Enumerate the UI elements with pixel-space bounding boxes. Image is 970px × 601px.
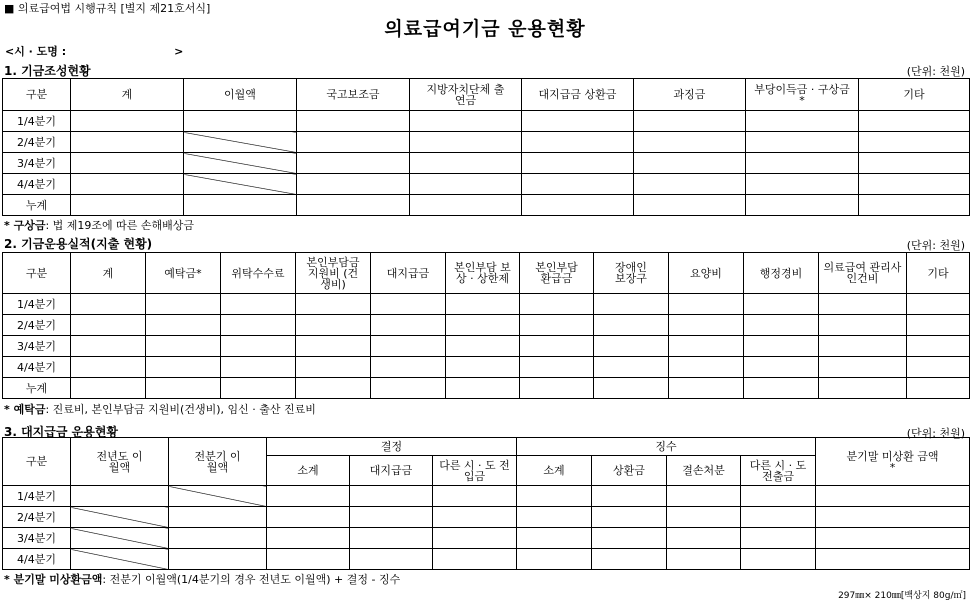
header-cell: 본인부담금 지원비 (건생비) — [296, 253, 371, 294]
input-cell[interactable] — [517, 528, 592, 549]
input-cell[interactable] — [592, 507, 667, 528]
header-cell: 요양비 — [669, 253, 744, 294]
section2-header-row — [3, 253, 970, 294]
input-cell[interactable] — [741, 528, 816, 549]
page-title: 의료급여기금 운용현황 — [384, 18, 586, 40]
input-cell[interactable] — [522, 174, 634, 195]
table-row — [3, 294, 970, 315]
input-cell[interactable] — [371, 315, 446, 336]
header-cell: 결정 — [267, 438, 517, 456]
input-cell[interactable] — [446, 336, 520, 357]
header-cell: 부당이득금 · 구상금* — [746, 79, 859, 111]
table-row — [3, 315, 970, 336]
input-cell[interactable] — [520, 378, 594, 399]
input-cell[interactable] — [169, 549, 267, 570]
input-cell[interactable] — [669, 357, 744, 378]
input-cell[interactable] — [371, 378, 446, 399]
row-label: 3/4분기 — [3, 153, 71, 174]
header-cell: 계 — [71, 79, 184, 111]
input-cell[interactable] — [819, 294, 907, 315]
section3-header-row — [3, 438, 970, 456]
input-cell[interactable] — [221, 315, 296, 336]
input-cell[interactable] — [433, 507, 517, 528]
fund-source-table — [2, 78, 970, 216]
input-cell[interactable] — [297, 174, 410, 195]
input-cell[interactable] — [71, 486, 169, 507]
row-label: 2/4분기 — [3, 507, 71, 528]
input-cell[interactable] — [296, 315, 371, 336]
input-cell[interactable] — [859, 132, 970, 153]
section3-note: * 분기말 미상환금액: 전분기 이월액(1/4분기의 경우 전년도 이월액) + 결정 - 징수 — [4, 573, 401, 586]
input-cell[interactable] — [907, 336, 970, 357]
input-cell[interactable] — [71, 378, 146, 399]
input-cell[interactable] — [297, 132, 410, 153]
header-cell: 장애인 보장구 — [594, 253, 669, 294]
input-cell[interactable] — [410, 132, 522, 153]
section1-title: 1. 기금조성현황 — [4, 64, 91, 78]
input-cell[interactable] — [669, 378, 744, 399]
input-cell[interactable] — [146, 315, 221, 336]
header-cell: 전분기 이월액 — [169, 438, 267, 486]
input-cell[interactable] — [184, 111, 297, 132]
table-row — [3, 378, 970, 399]
input-cell[interactable] — [520, 336, 594, 357]
input-cell[interactable] — [520, 294, 594, 315]
input-cell[interactable] — [267, 486, 350, 507]
region-label: <시 · 도명 : > — [5, 45, 184, 58]
row-label: 2/4분기 — [3, 315, 71, 336]
input-cell[interactable] — [169, 528, 267, 549]
input-cell[interactable] — [446, 378, 520, 399]
input-cell[interactable] — [634, 174, 746, 195]
slashed-cell — [184, 174, 297, 195]
input-cell[interactable] — [667, 549, 741, 570]
input-cell[interactable] — [350, 549, 433, 570]
row-label: 4/4분기 — [3, 174, 71, 195]
input-cell[interactable] — [296, 357, 371, 378]
section1-header-row — [3, 79, 970, 111]
input-cell[interactable] — [517, 549, 592, 570]
header-cell: 국고보조금 — [297, 79, 410, 111]
paper-spec: 297㎜× 210㎜[백상지 80g/㎡] — [838, 591, 966, 601]
section2-unit: (단위: 천원) — [906, 239, 965, 252]
row-label: 누계 — [3, 195, 71, 216]
input-cell[interactable] — [859, 111, 970, 132]
row-label: 1/4분기 — [3, 111, 71, 132]
input-cell[interactable] — [907, 294, 970, 315]
section3-unit: (단위: 천원) — [906, 427, 965, 440]
input-cell[interactable] — [746, 195, 859, 216]
header-cell: 대지급금 — [371, 253, 446, 294]
regulation-label: ■ 의료급여법 시행규칙 [별지 제21호서식] — [4, 2, 211, 15]
input-cell[interactable] — [296, 294, 371, 315]
input-cell[interactable] — [71, 336, 146, 357]
input-cell[interactable] — [634, 195, 746, 216]
header-cell: 본인부담 보상 · 상한제 — [446, 253, 520, 294]
input-cell[interactable] — [669, 294, 744, 315]
input-cell[interactable] — [594, 294, 669, 315]
input-cell[interactable] — [819, 315, 907, 336]
input-cell[interactable] — [592, 549, 667, 570]
header-cell: 결손처분 — [667, 456, 741, 486]
input-cell[interactable] — [146, 357, 221, 378]
input-cell[interactable] — [267, 507, 350, 528]
input-cell[interactable] — [744, 378, 819, 399]
slashed-cell — [71, 549, 169, 570]
input-cell[interactable] — [517, 507, 592, 528]
input-cell[interactable] — [146, 336, 221, 357]
input-cell[interactable] — [746, 111, 859, 132]
input-cell[interactable] — [71, 357, 146, 378]
input-cell[interactable] — [520, 315, 594, 336]
input-cell[interactable] — [819, 336, 907, 357]
input-cell[interactable] — [433, 549, 517, 570]
input-cell[interactable] — [296, 378, 371, 399]
header-cell: 의료급여 관리사 인건비 — [819, 253, 907, 294]
input-cell[interactable] — [746, 174, 859, 195]
row-label: 1/4분기 — [3, 294, 71, 315]
input-cell[interactable] — [71, 315, 146, 336]
input-cell[interactable] — [859, 153, 970, 174]
input-cell[interactable] — [816, 507, 970, 528]
input-cell[interactable] — [746, 153, 859, 174]
input-cell[interactable] — [169, 507, 267, 528]
input-cell[interactable] — [741, 507, 816, 528]
table-row — [3, 357, 970, 378]
input-cell[interactable] — [184, 195, 297, 216]
header-cell: 구분 — [3, 79, 71, 111]
input-cell[interactable] — [296, 336, 371, 357]
input-cell[interactable] — [667, 528, 741, 549]
input-cell[interactable] — [744, 294, 819, 315]
input-cell[interactable] — [816, 549, 970, 570]
slashed-cell — [184, 153, 297, 174]
input-cell[interactable] — [221, 294, 296, 315]
slashed-cell — [71, 528, 169, 549]
input-cell[interactable] — [410, 153, 522, 174]
input-cell[interactable] — [634, 132, 746, 153]
header-cell: 대지급금 상환금 — [522, 79, 634, 111]
input-cell[interactable] — [297, 153, 410, 174]
table-row — [3, 153, 970, 174]
input-cell[interactable] — [667, 507, 741, 528]
header-cell: 소계 — [517, 456, 592, 486]
input-cell[interactable] — [819, 378, 907, 399]
header-cell: 과징금 — [634, 79, 746, 111]
header-cell: 기타 — [907, 253, 970, 294]
header-cell: 계 — [71, 253, 146, 294]
input-cell[interactable] — [594, 336, 669, 357]
input-cell[interactable] — [221, 357, 296, 378]
row-label: 3/4분기 — [3, 528, 71, 549]
table-row — [3, 486, 970, 507]
input-cell[interactable] — [520, 357, 594, 378]
header-cell: 전년도 이월액 — [71, 438, 169, 486]
table-row — [3, 507, 970, 528]
input-cell[interactable] — [746, 132, 859, 153]
input-cell[interactable] — [517, 486, 592, 507]
header-cell: 다른 시 · 도 전출금 — [741, 456, 816, 486]
header-cell: 위탁수수료 — [221, 253, 296, 294]
input-cell[interactable] — [446, 315, 520, 336]
input-cell[interactable] — [594, 378, 669, 399]
input-cell[interactable] — [221, 336, 296, 357]
table-row — [3, 111, 970, 132]
input-cell[interactable] — [433, 486, 517, 507]
header-cell: 소계 — [267, 456, 350, 486]
table-row — [3, 132, 970, 153]
header-cell: 상환금 — [592, 456, 667, 486]
input-cell[interactable] — [350, 507, 433, 528]
input-cell[interactable] — [371, 336, 446, 357]
input-cell[interactable] — [71, 195, 184, 216]
input-cell[interactable] — [634, 111, 746, 132]
input-cell[interactable] — [667, 486, 741, 507]
slashed-cell — [184, 132, 297, 153]
section2-title: 2. 기금운용실적(지출 현황) — [4, 237, 153, 251]
input-cell[interactable] — [522, 111, 634, 132]
header-cell: 기타 — [859, 79, 970, 111]
input-cell[interactable] — [859, 195, 970, 216]
input-cell[interactable] — [669, 315, 744, 336]
input-cell[interactable] — [433, 528, 517, 549]
input-cell[interactable] — [371, 294, 446, 315]
input-cell[interactable] — [371, 357, 446, 378]
section2-note: * 예탁금: 진료비, 본인부담금 지원비(건생비), 임신 · 출산 진료비 — [4, 403, 316, 416]
input-cell[interactable] — [594, 315, 669, 336]
header-cell: 징수 — [517, 438, 816, 456]
header-cell: 다른 시 · 도 전입금 — [433, 456, 517, 486]
input-cell[interactable] — [907, 357, 970, 378]
input-cell[interactable] — [522, 153, 634, 174]
section3-title: 3. 대지급금 운용현황 — [4, 425, 119, 439]
advance-payment-table — [2, 437, 970, 570]
input-cell[interactable] — [71, 294, 146, 315]
row-label: 2/4분기 — [3, 132, 71, 153]
header-cell: 구분 — [3, 438, 71, 486]
table-row — [3, 336, 970, 357]
input-cell[interactable] — [297, 195, 410, 216]
input-cell[interactable] — [819, 357, 907, 378]
input-cell[interactable] — [859, 174, 970, 195]
input-cell[interactable] — [146, 378, 221, 399]
input-cell[interactable] — [744, 336, 819, 357]
row-label: 4/4분기 — [3, 549, 71, 570]
input-cell[interactable] — [410, 111, 522, 132]
table-row — [3, 195, 970, 216]
input-cell[interactable] — [592, 486, 667, 507]
fund-expenditure-table — [2, 252, 970, 399]
header-cell: 본인부담 환급금 — [520, 253, 594, 294]
input-cell[interactable] — [71, 153, 184, 174]
input-cell[interactable] — [634, 153, 746, 174]
input-cell[interactable] — [741, 486, 816, 507]
input-cell[interactable] — [522, 195, 634, 216]
input-cell[interactable] — [592, 528, 667, 549]
input-cell[interactable] — [446, 357, 520, 378]
row-label: 4/4분기 — [3, 357, 71, 378]
input-cell[interactable] — [446, 294, 520, 315]
input-cell[interactable] — [350, 528, 433, 549]
header-cell: 예탁금* — [146, 253, 221, 294]
section1-note: * 구상금: 법 제19조에 따른 손해배상금 — [4, 219, 195, 232]
header-cell: 구분 — [3, 253, 71, 294]
section1-unit: (단위: 천원) — [906, 65, 965, 78]
slashed-cell — [71, 507, 169, 528]
table-row — [3, 528, 970, 549]
input-cell[interactable] — [71, 111, 184, 132]
input-cell[interactable] — [669, 336, 744, 357]
input-cell[interactable] — [522, 132, 634, 153]
table-row — [3, 174, 970, 195]
input-cell[interactable] — [594, 357, 669, 378]
table-row — [3, 549, 970, 570]
input-cell[interactable] — [744, 357, 819, 378]
input-cell[interactable] — [744, 315, 819, 336]
input-cell[interactable] — [741, 549, 816, 570]
input-cell[interactable] — [816, 528, 970, 549]
input-cell[interactable] — [71, 174, 184, 195]
input-cell[interactable] — [410, 174, 522, 195]
input-cell[interactable] — [816, 486, 970, 507]
slashed-cell — [169, 486, 267, 507]
input-cell[interactable] — [297, 111, 410, 132]
row-label: 1/4분기 — [3, 486, 71, 507]
input-cell[interactable] — [221, 378, 296, 399]
input-cell[interactable] — [267, 528, 350, 549]
input-cell[interactable] — [71, 132, 184, 153]
input-cell[interactable] — [907, 378, 970, 399]
row-label: 3/4분기 — [3, 336, 71, 357]
row-label: 누계 — [3, 378, 71, 399]
header-cell: 지방자치단체 출연금 — [410, 79, 522, 111]
input-cell[interactable] — [146, 294, 221, 315]
input-cell[interactable] — [267, 549, 350, 570]
header-cell: 분기말 미상환 금액 * — [816, 438, 970, 486]
input-cell[interactable] — [410, 195, 522, 216]
header-cell: 이월액 — [184, 79, 297, 111]
input-cell[interactable] — [907, 315, 970, 336]
header-cell: 행정경비 — [744, 253, 819, 294]
header-cell: 대지급금 — [350, 456, 433, 486]
input-cell[interactable] — [350, 486, 433, 507]
